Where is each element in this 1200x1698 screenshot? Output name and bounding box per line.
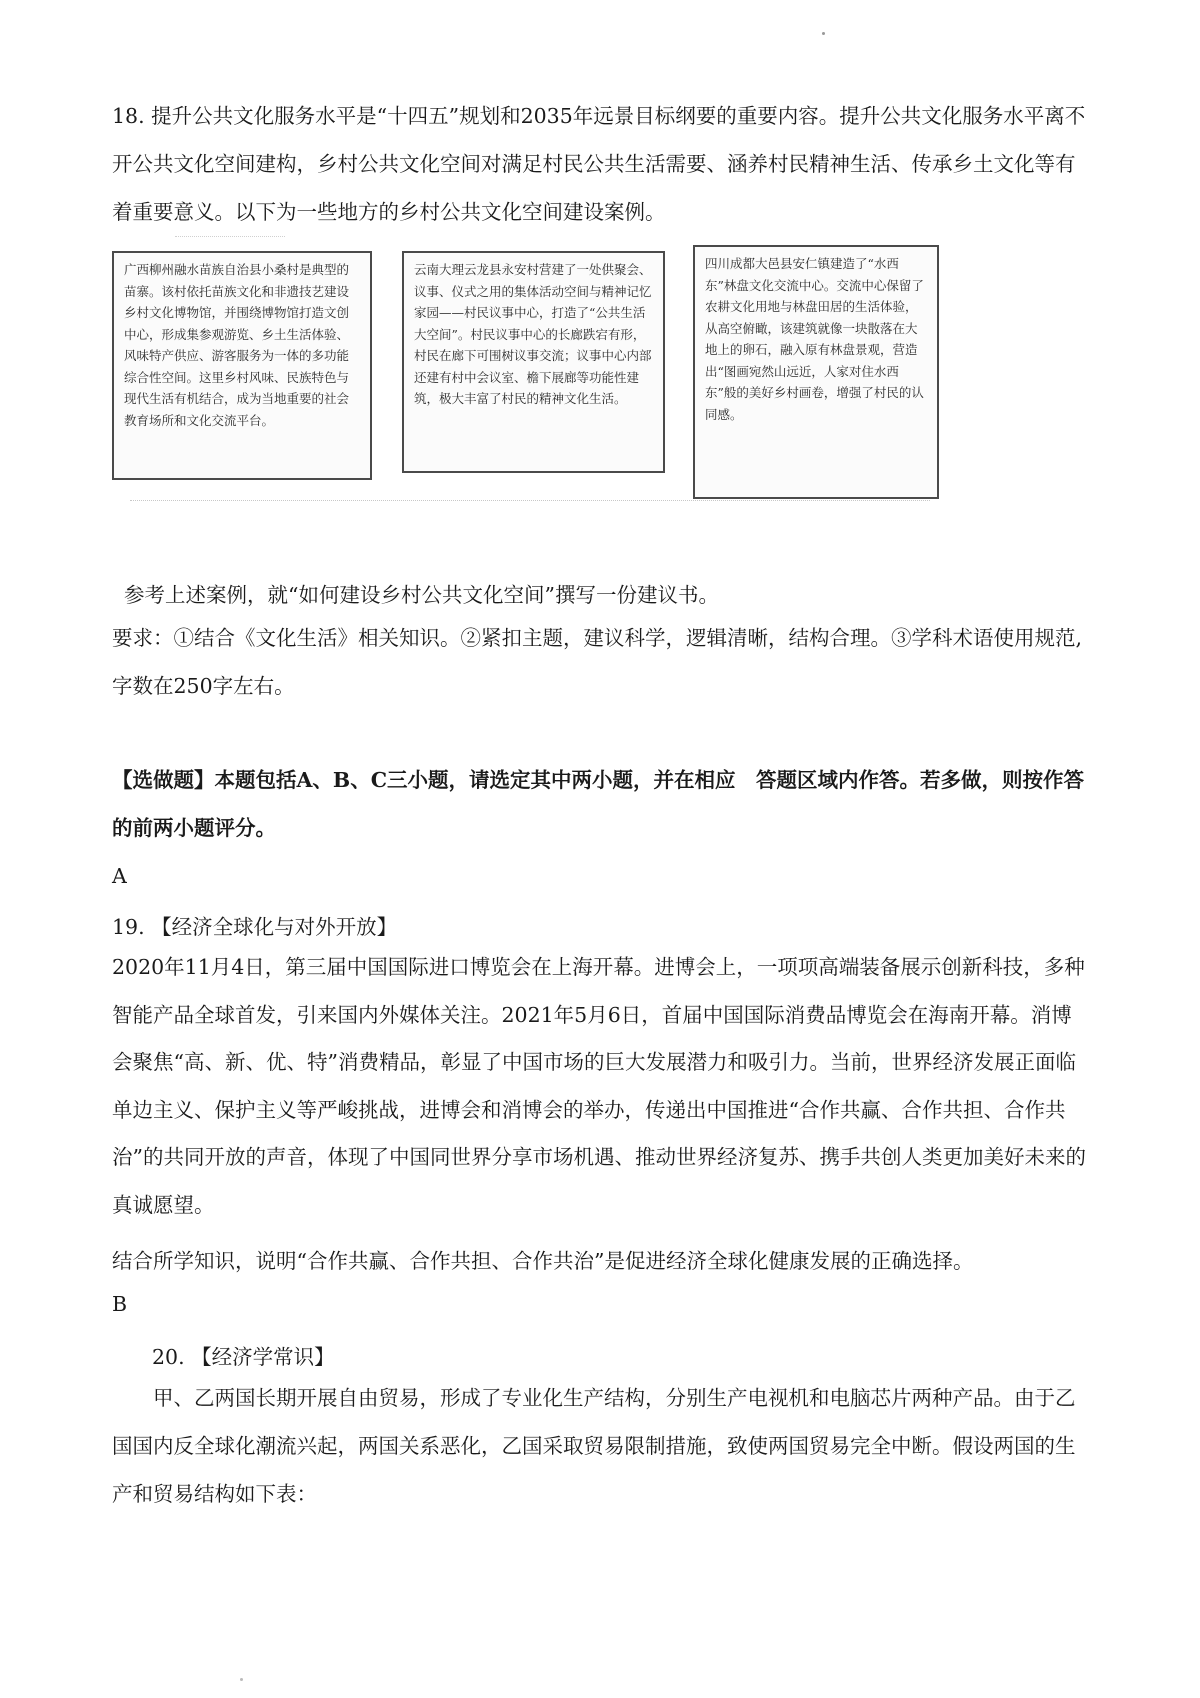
section-b-label: B xyxy=(112,1292,128,1316)
page-mark xyxy=(240,1678,243,1681)
q18-stem: 18. 提升公共文化服务水平是“十四五”规划和2035年远景目标纲要的重要内容。提升公共文化服务水平离不开公共文化空间建构，乡村公共文化空间对满足村民公共生活需要、涵养村民精神生活、传承乡土文化等有着重要意义。以下为一些地方的乡村公共文化空间建设案例。 xyxy=(112,104,1086,224)
scan-artifact xyxy=(175,236,285,239)
q19-stem: 2020年11月4日，第三届中国国际进口博览会在上海开幕。进博会上，一项项高端装备展示创新科技，多种智能产品全球首发，引来国内外媒体关注。2021年5月6日，首届中国国际消费品博览会在海南开幕。消博会聚焦“高、新、优、特”消费精品，彰显了中国市场的巨大发展潜力和吸引力。当前，世界经济发展正面临单边主义、保护主义等严峻挑战，进博会和消博会的举办，传递出中国推进“合作共赢、合作共担、合作共治”的共同开放的声音，体现了中国同世界分享市场机遇、推动世界经济复苏、携手共创人类更加美好未来的真诚愿望。 xyxy=(112,955,1086,1217)
q18-prompt: 参考上述案例，就“如何建设乡村公共文化空间”撰写一份建议书。 xyxy=(124,583,719,607)
q19-title: 19. 【经济全球化与对外开放】 xyxy=(112,915,398,939)
scan-artifact xyxy=(130,500,930,503)
q20-title: 20. 【经济学常识】 xyxy=(152,1345,335,1369)
q20-stem: 甲、乙两国长期开展自由贸易，形成了专业化生产结构，分别生产电视机和电脑芯片两种产品。由于乙国国内反全球化潮流兴起，两国关系恶化，乙国采取贸易限制措施，致使两国贸易完全中断。假设两国的生产和贸易结构如下表： xyxy=(112,1386,1076,1506)
case-box-guangxi: 广西柳州融水苗族自治县小桑村是典型的苗寨。该村依托苗族文化和非遗技艺建设乡村文化博物馆，并围绕博物馆打造文创中心，形成集参观游览、乡土生活体验、风味特产供应、游客服务为一体的多功能综合性空间。这里乡村风味、民族特色与现代生活有机结合，成为当地重要的社会教育场所和文化交流平台。 xyxy=(112,251,372,480)
elective-header: 【选做题】本题包括A、B、C三小题，请选定其中两小题，并在相应 答题区域内作答。若多做，则按作答的前两小题评分。 xyxy=(112,768,1085,840)
q19-prompt: 结合所学知识，说明“合作共赢、合作共担、合作共治”是促进经济全球化健康发展的正确选择。 xyxy=(112,1249,974,1273)
page-mark xyxy=(822,32,825,35)
section-a-label: A xyxy=(112,864,127,888)
case-box-yunnan: 云南大理云龙县永安村营建了一处供聚会、议事、仪式之用的集体活动空间与精神记忆家园——村民议事中心，打造了“公共生活大空间”。村民议事中心的长廊跌宕有形，村民在廊下可围树议事交流；议事中心内部还建有村中会议室、檐下展廊等功能性建筑，极大丰富了村民的精神文化生活。 xyxy=(402,251,665,473)
case-box-sichuan: 四川成都大邑县安仁镇建造了“水西东”林盘文化交流中心。交流中心保留了农耕文化用地与林盘田居的生活体验，从高空俯瞰，该建筑就像一块散落在大地上的卵石，融入原有林盘景观，营造出“图画宛然山远近，人家对住水西东”般的美好乡村画卷，增强了村民的认同感。 xyxy=(693,245,939,499)
q18-requirements: 要求：①结合《文化生活》相关知识。②紧扣主题，建议科学，逻辑清晰，结构合理。③学科术语使用规范,字数在250字左右。 xyxy=(112,626,1083,698)
